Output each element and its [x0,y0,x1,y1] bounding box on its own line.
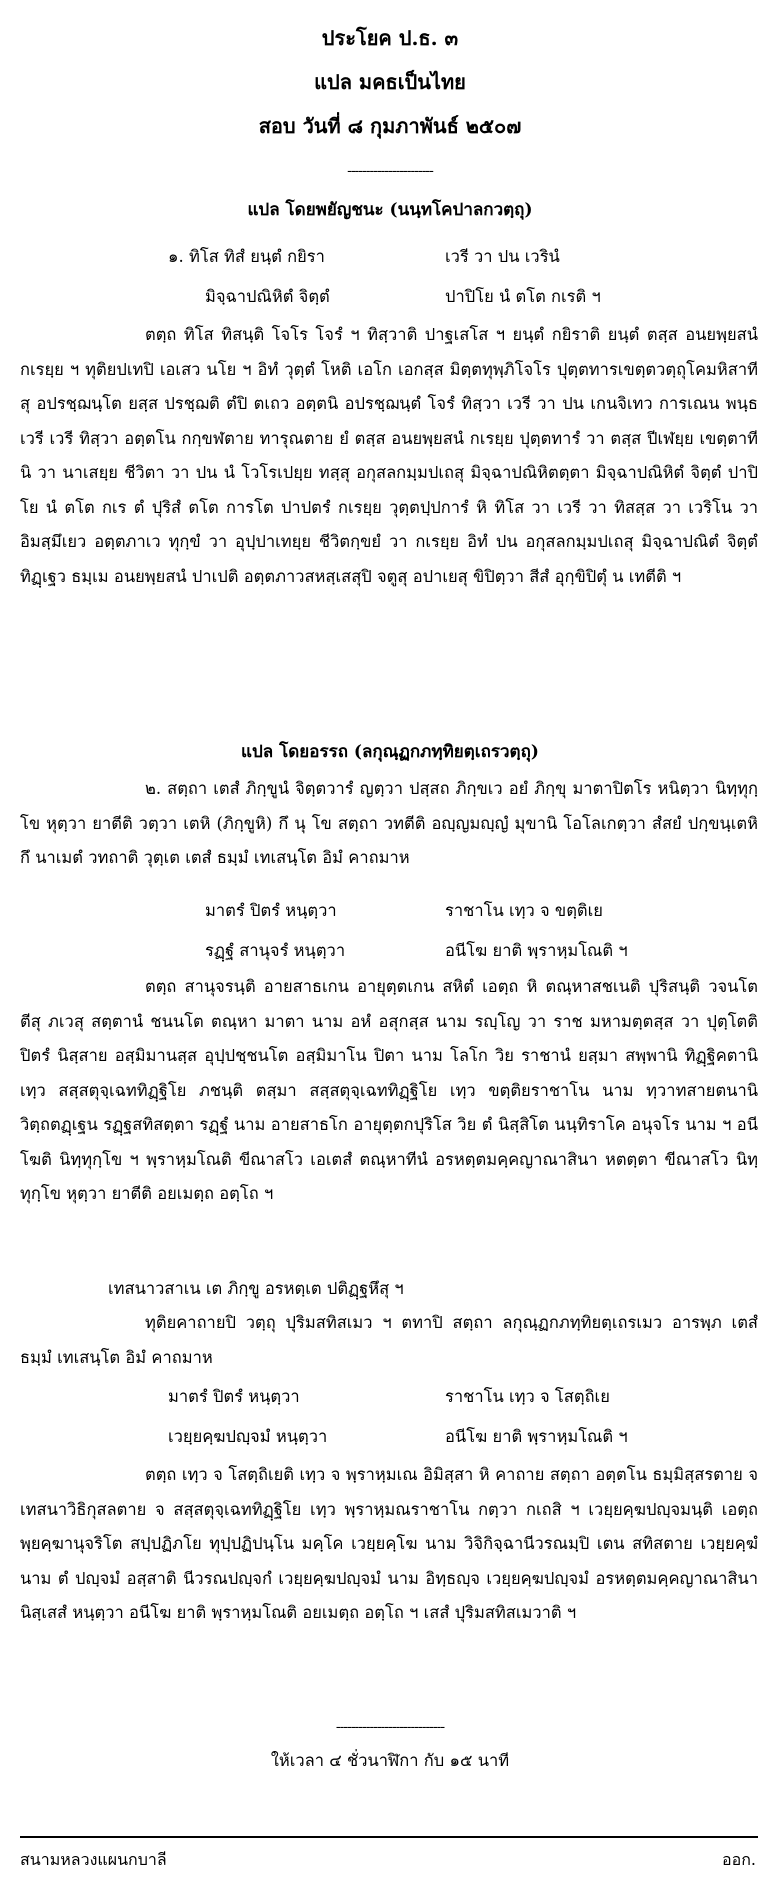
time-allowed-note: ให้เวลา ๔ ชั่วนาฬิกา กับ ๑๕ นาที [270,1751,510,1770]
exam-date: สอบ วันที่ ๘ กุมภาพันธ์ ๒๕๐๗ [258,114,522,138]
section2-verse2-line1a: มาตรํ ปิตรํ หนฺตฺวา [168,1387,300,1406]
exam-subject: แปล มคธเป็นไทย [314,70,466,94]
section2-verse2-line2b: อนีโฆ ยาติ พฺราหฺมโณติ ฯ [445,1427,628,1446]
section1-paragraph: ตตฺถ ทิโส ทิสนฺติ โจโร โจรํ ฯ ทิสฺวาติ ปาฐเสโส ฯ ยนฺตํ กยิราติ ยนฺตํ ตสฺส อนยพฺยสนํ กเรยฺย ฯ ทุติยปเทปิ เอเสว นโย ฯ อิทํ วุตฺตํ โหติ เอโก เอกสฺส มิตฺตทุพฺภิโจโร ปุตฺตทารเขตฺตวตฺถุโคมหิสาทีสุ อปรชฺฌนฺโต ยสฺส ปรชฺฌติ ตํปิ ตเถว อตฺตนิ อปรชฺฌนฺตํ โจรํ ทิสฺวา เวรี วา ปน เกนจิเทว การเณน พนฺธเวรี เวรี ทิสฺวา อตฺตโน กกฺขฬตาย ทารุณตาย ยํ ตสฺส อนยพฺยสนํ กเรยฺย ปุตฺตทารํ วา ตสฺส ปีเฬยฺย เขตฺตาทีนิ วา นาเสยฺย ชีวิตา วา ปน นํ โวโรเปยฺย ทสฺสุ อกุสลกมฺมปเถสุ มิจฺฉาปณิหิตตฺตา มิจฺฉาปณิหิตํ จิตฺตํ ปาปิโย นํ ตโต กเร ตํ ปุริสํ ตโต การโต ปาปตรํ กเรยฺย วุตฺตปฺปการํ หิ ทิโส วา เวรี วา ทิสสฺส วา เวริโน วา อิมสฺมึเยว อตฺตภาเว ทุกฺขํ วา อุปฺปาเทยฺย ชีวิตกฺขยํ วา กเรยฺย อิทํ ปน อกุสลกมฺมปเถสุ มิจฺฉาปณิตํ จิตฺตํ ทิฏฺเฐว ธมฺเม อนยพฺยสนํ ปาเปติ อตฺตภาวสหสฺเสสุปิ จตูสุ อปาเยสุ ขิปิตฺวา สีสํ อุกฺขิปิตุํ น เทตีติ ฯ [20,325,758,586]
section2-paragraph1: ๒. สตฺถา เตสํ ภิกฺขูนํ จิตฺตวารํ ญตฺวา ปสฺสถ ภิกฺขเว อยํ ภิกฺขุ มาตาปิตโร หนิตฺวา นิทฺทุกฺโข หุตฺวา ยาตีติ วตฺวา เตหิ (ภิกฺขูหิ) กึ นุ โข สตฺถา วทตีติ อญฺญมญฺญํ มุขานิ โอโลเกตฺวา สํสยํ ปกฺขนฺเตหิ กึ นาเมตํ วทถาติ วุตฺเต เตสํ ธมฺมํ เทเสนฺโต อิมํ คาถมาห [20,779,758,867]
footer-rule [20,1836,758,1838]
section2-line3: เทสนาวสาเน เต ภิกฺขู อรหตฺเต ปติฏฺฐหึสุ ฯ [108,1279,404,1298]
section1-verse-line2b: ปาปิโย นํ ตโต กเรติ ฯ [445,287,601,306]
footer-left-label: สนามหลวงแผนกบาลี [20,1850,167,1869]
section2-verse1-line1b: ราชาโน เทฺว จ ขตฺติเย [445,901,603,920]
section2-paragraph4: ตตฺถ เทฺว จ โสตฺถิเยติ เทฺว จ พฺราหฺมเณ อิมิสฺสา หิ คาถาย สตฺถา อตฺตโน ธมฺมิสฺสรตาย จ เทสนาวิธิกุสลตาย จ สสฺสตุจฺเฉททิฏฺฐิโย เทฺว พฺราหฺมณราชาโน กตฺวา กเถสิ ฯ เวยฺยคฺฆปญฺจมนฺติ เอตฺถ พฺยคฺฆานุจริโต สปฺปฏิภโย ทุปฺปฏิปนฺโน มคฺโค เวยฺยคฺโฆ นาม วิจิกิจฺฉานีวรณมฺปิ เตน สทิสตาย เวยฺยคฺฆํ นาม ตํ ปญฺจมํ อสฺสาติ นีวรณปญฺจกํ เวยฺยคฺฆปญฺจมํ นาม อิทฺธญฺจ เวยฺยคฺฆปญฺจมํ อรหตฺตมคฺคญาณาสินา นิสฺเสสํ หนฺตฺวา อนีโฆ ยาติ พฺราหฺมโณติ อยเมตฺถ อตฺโถ ฯ เสสํ ปุริมสทิสเมวาติ ฯ [20,1465,758,1622]
section2-verse1-line2a: รฏฺฐํ สานุจรํ หนฺตฺวา [205,941,346,960]
exam-level: ประโยค ป.ธ. ๓ [321,26,459,50]
section2-paragraph3: ทุติยคาถายปิ วตฺถุ ปุริมสทิสเมว ฯ ตทาปิ สตฺถา ลกุณฺฏกภทฺทิยตฺเถรเมว อารพฺภ เตสํ ธมฺมํ เทเสนฺโต อิมํ คาถมาห [20,1313,758,1367]
header-separator: ----------------------- [347,163,433,179]
section2-heading: แปล โดยอรรถ (ลกุณฺฏกภทฺทิยตฺเถรวตฺถุ) [241,742,539,762]
footer-right-label: ออก. [722,1850,756,1869]
section2-paragraph2: ตตฺถ สานุจรนฺติ อายสาธเกน อายุตฺตเกน สหิตํ เอตฺถ หิ ตณฺหาสชเนติ ปุริสนฺติ วจนโต ตีสุ ภเวสุ สตฺตานํ ชนนโต ตณฺหา มาตา นาม อหํ อสุกสฺส นาม รญฺโญ วา ราช มหามตฺตสฺส วา ปุตฺโตติ ปิตรํ นิสฺสาย อสฺมิมานสฺส อุปฺปชฺชนโต อสฺมิมาโน ปิตา นาม โลโก วิย ราชานํ ยสฺมา สพฺพานิ ทิฏฺฐิคตานิ เทฺว สสฺสตุจฺเฉททิฏฺฐิโย ภชนฺติ ตสฺมา สสฺสตุจฺเฉททิฏฺฐิโย เทฺว ขตฺติยราชาโน นาม ทฺวาทสายตนานิ วิตฺถตฏฺเฐน รฏฺฐสทิสตฺตา รฏฺฐํ นาม อายสาธโก อายุตฺตกปุริโส วิย ตํ นิสฺสิโต นนฺทิราโค อนุจโร นาม ฯ อนีโฆติ นิทฺทุกฺโข ฯ พฺราหฺมโณติ ขีณาสโว เอเตสํ ตณฺหาทีนํ อรหตฺตมคฺคญาณาสินา หตตฺตา ขีณาสโว นิทฺทุกฺโข หุตฺวา ยาตีติ อยเมตฺถ อตฺโถ ฯ [20,977,758,1203]
section1-verse-line1a: ๑. ทิโส ทิสํ ยนฺตํ กยิรา [168,247,325,266]
section1-verse-line1b: เวรี วา ปน เวรินํ [445,247,560,266]
section2-verse1-line1a: มาตรํ ปิตรํ หนฺตฺวา [205,901,337,920]
section2-verse2-line1b: ราชาโน เทฺว จ โสตฺถิเย [445,1387,610,1406]
section1-verse-line2a: มิจฺฉาปณิหิตํ จิตฺตํ [205,287,330,306]
section1-heading: แปล โดยพยัญชนะ (นนฺทโคปาลกวตฺถุ) [247,200,533,220]
closing-separator: ----------------------------- [335,1719,445,1735]
section2-verse2-line2a: เวยฺยคฺฆปญฺจมํ หนฺตฺวา [168,1427,328,1446]
section2-verse1-line2b: อนีโฆ ยาติ พฺราหฺมโณติ ฯ [445,941,628,960]
